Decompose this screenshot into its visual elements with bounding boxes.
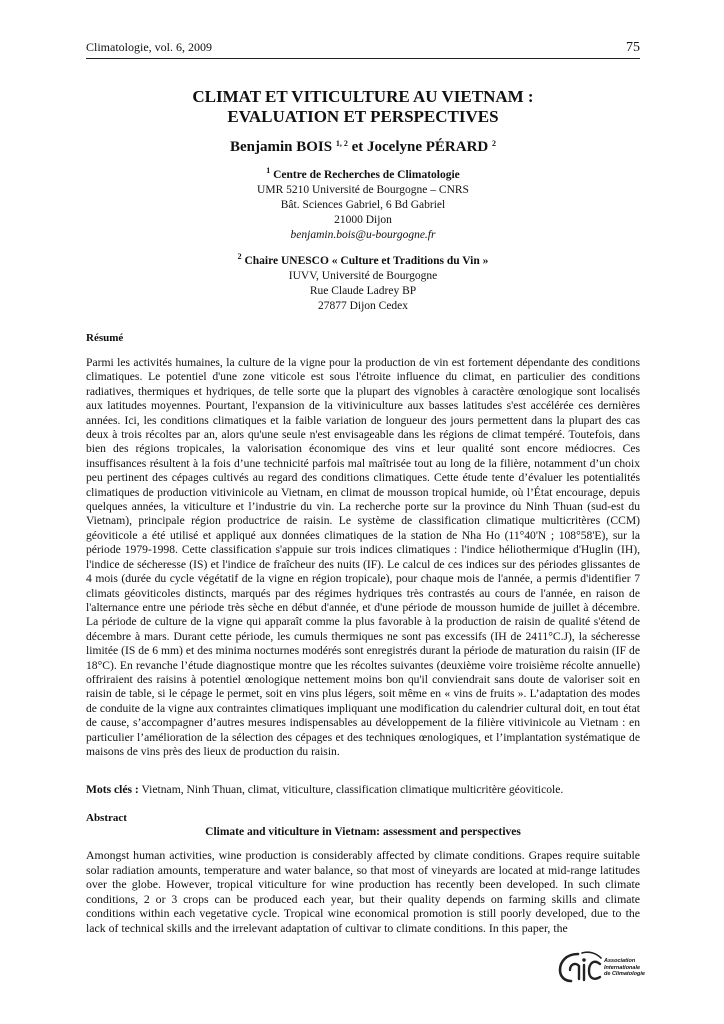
author-1-affiliation-mark: 1, 2 [335, 139, 348, 148]
logo-text [604, 958, 645, 978]
logo-text-line-3: de Climatologie [604, 971, 645, 977]
affiliation-2-line-1: IUVV, Université de Bourgogne [288, 270, 438, 282]
page-number: 75 [626, 40, 640, 55]
affiliation-2-name-line [86, 254, 640, 269]
author-connector: et [347, 139, 368, 155]
resume-heading: Résumé [86, 332, 124, 344]
resume-body: Parmi les activités humaines, la culture de la vigne pour la production de vin est fortement dépendante des conditions climatiques. Le potentiel d'une zone viticole est sous l'étroite influence du climat, en particulier des conditions radiatives, thermiques et hydriques, de telle sorte que la plupart des vignobles à caractère œnologique sont localisés aux latitudes moyennes. Pourtant, l'expansion de la vitiviniculture aux basses latitudes s'est accélérée ces dernières années. Ici, les conditions climatiques et la faible variation de longueur des jours permettent dans la plupart des cas deux à trois récoltes par an, alors qu'une seule n'est envisageable dans les régions de climat tempéré. Toutefois, dans bien des régions tropicales, la valorisation économique des vins et leur qualité sont encore médiocres. Ces insuffisances résultent à la fois d’une technicité parfois mal maîtrisée tout au long de la filière, notamment d’un choix peu pertinent des cépages cultivés au regard des conditions climatiques. Cette étude tente d’évaluer les potentialités climatiques de production vitivinicole au Vietnam, en climat de mousson tropical humide, où l’État encourage, depuis quelques années, la viticulture et l’industrie du vin. La recherche porte sur la province du Ninh Thuan (sud-est du Vietnam), principale région productrice de raisin. Le système de classification climatique multicritères (CCM) géoviticole a été utilisé et appliqué aux données climatiques de la station de Nha Ho (11°40'N ; 108°58'E), sur la période 1979-1998. Cette classification s'appuie sur trois indices climatiques : l'indice héliothermique d'Huglin (IH), l'indice de sécheresse (IS) et l'indice de fraîcheur des nuits (IF). Le calcul de ces indices sur des périodes glissantes de 4 mois (durée du cycle végétatif de la vigne en région tropicale), pour chaque mois de l'année, a permis d'identifier 7 climats géoviticoles distincts, marqués par des régimes hydriques très contrastés au cours de l'année, en raison de l'alternance entre une période très sèche en début d'année, et d'une période de mousson humide de juillet à décembre. La période de culture de la vigne qui apparaît comme la plus favorable à la production de raisin de qualité s'étend de décembre à mars. Durant cette période, les cumuls thermiques ne sont pas excessifs (IH de 2411°C.J), la sécheresse limitée (IS de 6 mm) et des minima nocturnes modérés sont enregistrés durant la période de maturation du raisin (IF de 18°C). En revanche l’étude diagnostique montre que les récoltes suivantes (deuxième voire troisième récolte annuelle) offriraient des raisins à potentiel œnologique nettement moins bon qu'il conviendrait sans doute de valoriser soit en raisin de table, si le cépage le permet, soit en vins plus légers, soit même en « vins de fruits ». L’adaptation des modes de conduite de la vigne aux contraintes climatiques impliquant une modification du calendrier cultural doit, en tout état de cause, s’accompagner d’autres mesures indispensables au développement de la filière vitivinicole au Vietnam : en particulier l’amélioration de la sélection des cépages et des techniques œnologiques, et l’implantation systématique de maisons de vins près des lieux de production du raisin. [86, 356, 640, 758]
keywords-label: Mots clés : [86, 783, 139, 796]
affiliation-1-line-1: UMR 5210 Université de Bourgogne – CNRS [257, 184, 469, 196]
author-1-name: Benjamin BOIS [230, 139, 333, 155]
affiliation-1-name-line [86, 168, 640, 183]
header-divider [86, 58, 640, 59]
paper-title [86, 87, 640, 127]
journal-name: Climatologie, vol. 6, 2009 [86, 40, 212, 54]
association-logo [556, 950, 666, 984]
title-line-1: CLIMAT ET VITICULTURE AU VIETNAM : [192, 87, 534, 106]
logo-text-line-1: Association [604, 958, 636, 964]
abstract-body: Amongst human activities, wine production is considerably affected by climate conditions. Grapes require suitable solar radiation amounts, temperature and water balance, so that most of vineyards are located at mid-range latitudes over the globe. However, tropical viticulture for wine production has recently been developed. In such climate conditions, 2 or 3 crops can be produced each year, but their quality depends on farming skills and climate conditions within each vegetative cycle. Tropical wine economical promotion is still poorly developed, due to the lack of technical skills and the irrelevant adaptation of cultivar to climate conditions. In this paper, the [86, 848, 640, 935]
logo-text-line-2: Internationale [604, 964, 641, 971]
aic-logo-icon [556, 950, 604, 984]
running-header [86, 40, 640, 56]
title-line-2: EVALUATION ET PERSPECTIVES [227, 107, 499, 126]
affiliation-2-name: Chaire UNESCO « Culture et Traditions du Vin » [244, 255, 489, 267]
affiliation-1-mark: 1 [266, 166, 271, 175]
keywords-text: Vietnam, Ninh Thuan, climat, viticulture, classification climatique multicritère géoviticole. [138, 783, 564, 796]
affiliation-2-mark: 2 [237, 252, 242, 261]
affiliation-1-name: Centre de Recherches de Climatologie [273, 169, 460, 181]
abstract-title: Climate and viticulture in Vietnam: assessment and perspectives [205, 826, 521, 838]
keywords [86, 783, 640, 797]
affiliation-1-line-2: Bât. Sciences Gabriel, 6 Bd Gabriel [280, 199, 446, 211]
author-2-affiliation-mark: 2 [492, 139, 496, 148]
author-2-name: Jocelyne PÉRARD [367, 139, 489, 155]
affiliation-1-line-3: 21000 Dijon [334, 214, 392, 226]
abstract-heading: Abstract [86, 812, 127, 824]
author-email: benjamin.bois@u-bourgogne.fr [290, 229, 436, 241]
affiliation-2-line-3: 27877 Dijon Cedex [317, 300, 409, 312]
affiliation-2 [86, 254, 640, 314]
affiliation-2-line-2: Rue Claude Ladrey BP [309, 285, 417, 297]
affiliation-1 [86, 168, 640, 243]
author-list [86, 138, 640, 156]
